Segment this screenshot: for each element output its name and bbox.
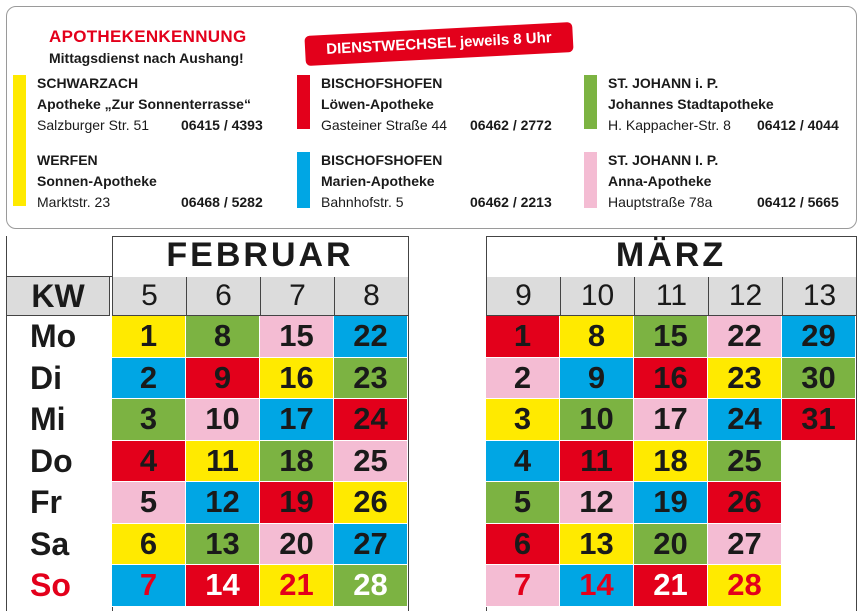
pharmacy-name: Anna-Apotheke [608, 173, 712, 189]
day-cell: 14 [186, 565, 260, 607]
day-cell: 7 [486, 565, 560, 607]
day-cell: 18 [260, 441, 334, 483]
day-cell: 1 [486, 316, 560, 358]
day-cell: 27 [708, 524, 782, 566]
day-cell: 2 [486, 358, 560, 400]
pharmacy-city: BISCHOFSHOFEN [321, 75, 443, 91]
day-cell [782, 482, 856, 524]
week-number: 12 [708, 277, 782, 316]
pharmacy-city: SCHWARZACH [37, 75, 139, 91]
day-cell: 12 [560, 482, 634, 524]
pharmacy-name: Johannes Stadtapotheke [608, 96, 774, 112]
day-cell [782, 524, 856, 566]
day-cell [782, 441, 856, 483]
day-cell: 28 [708, 565, 782, 607]
calendar-border-top [6, 276, 112, 277]
day-cell: 15 [260, 316, 334, 358]
pharmacy-name: Sonnen-Apotheke [37, 173, 157, 189]
day-cell: 2 [112, 358, 186, 400]
day-cell: 3 [112, 399, 186, 441]
day-cell: 23 [708, 358, 782, 400]
pharmacy-street: Gasteiner Straße 44 [321, 117, 448, 133]
day-cell: 5 [486, 482, 560, 524]
kw-header: KW [6, 276, 110, 316]
day-cell: 17 [634, 399, 708, 441]
day-cell [782, 565, 856, 607]
day-cell: 13 [560, 524, 634, 566]
day-cell: 6 [112, 524, 186, 566]
pharmacy-phone: 06412 / 4044 [757, 117, 839, 133]
day-cell: 31 [782, 399, 856, 441]
weekday-label: Mo [30, 318, 77, 354]
day-cell: 4 [486, 441, 560, 483]
pharmacy-city: BISCHOFSHOFEN [321, 152, 443, 168]
day-cell: 21 [260, 565, 334, 607]
day-cell: 10 [560, 399, 634, 441]
day-cell: 24 [334, 399, 408, 441]
week-number: 7 [260, 277, 334, 316]
day-cell: 23 [334, 358, 408, 400]
day-cell: 15 [634, 316, 708, 358]
pharmacy-color-bar [297, 75, 310, 129]
week-number: 11 [634, 277, 708, 316]
month-border-right [408, 236, 409, 611]
day-cell: 9 [186, 358, 260, 400]
weekday-label: Mi [30, 401, 66, 437]
pharmacy-color-bar [584, 152, 597, 208]
day-cell: 5 [112, 482, 186, 524]
weekday-label: Fr [30, 484, 62, 520]
pharmacy-phone: 06462 / 2213 [470, 194, 552, 210]
day-cell: 21 [634, 565, 708, 607]
week-number: 5 [112, 277, 186, 316]
week-number: 13 [782, 277, 856, 316]
day-cell: 7 [112, 565, 186, 607]
pharmacy-phone: 06415 / 4393 [181, 117, 263, 133]
pharmacy-street: Hauptstraße 78a [608, 194, 713, 210]
pharmacy-street: Bahnhofstr. 5 [321, 194, 404, 210]
pharmacy-city: WERFEN [37, 152, 98, 168]
month-title: MÄRZ [615, 236, 727, 274]
weekday-label: Di [30, 359, 62, 396]
legend-panel [6, 6, 857, 229]
day-cell: 3 [486, 399, 560, 441]
pharmacy-color-bar [297, 152, 310, 208]
day-cell: 18 [634, 441, 708, 483]
weekday-label: Sa [30, 525, 70, 562]
month-title: FEBRUAR [166, 236, 354, 274]
day-cell: 22 [334, 316, 408, 358]
legend-title: APOTHEKENKENNUNG [49, 27, 247, 46]
day-cell: 8 [560, 316, 634, 358]
shift-change-banner: DIENSTWECHSEL jeweils 8 Uhr [304, 22, 573, 66]
day-cell: 19 [634, 482, 708, 524]
day-cell: 22 [708, 316, 782, 358]
day-cell: 4 [112, 441, 186, 483]
week-number: 8 [334, 277, 408, 316]
day-cell: 26 [334, 482, 408, 524]
day-cell: 25 [708, 441, 782, 483]
pharmacy-city: ST. JOHANN I. P. [608, 152, 719, 168]
day-cell: 17 [260, 399, 334, 441]
day-cell: 16 [634, 358, 708, 400]
pharmacy-color-bar [13, 75, 26, 206]
pharmacy-name: Apotheke „Zur Sonnenterrasse“ [37, 96, 251, 112]
week-number: 9 [486, 277, 560, 316]
pharmacy-street: Salzburger Str. 51 [37, 117, 150, 133]
day-cell: 1 [112, 316, 186, 358]
month-border-right [856, 236, 857, 611]
pharmacy-name: Löwen-Apotheke [321, 96, 434, 112]
day-cell: 26 [708, 482, 782, 524]
weekday-label: Do [30, 442, 73, 479]
pharmacy-phone: 06468 / 5282 [181, 194, 263, 210]
day-cell: 30 [782, 358, 856, 400]
day-cell: 12 [186, 482, 260, 524]
day-cell: 29 [782, 316, 856, 358]
day-cell: 20 [260, 524, 334, 566]
day-cell: 14 [560, 565, 634, 607]
day-cell: 6 [486, 524, 560, 566]
pharmacy-street: H. Kappacher-Str. 8 [608, 117, 731, 133]
day-cell: 24 [708, 399, 782, 441]
day-cell: 13 [186, 524, 260, 566]
pharmacy-phone: 06412 / 5665 [757, 194, 839, 210]
calendar-border-left [6, 236, 7, 611]
day-cell: 9 [560, 358, 634, 400]
week-number: 6 [186, 277, 260, 316]
day-cell: 25 [334, 441, 408, 483]
pharmacy-city: ST. JOHANN i. P. [608, 75, 719, 91]
day-cell: 11 [186, 441, 260, 483]
day-cell: 11 [560, 441, 634, 483]
pharmacy-phone: 06462 / 2772 [470, 117, 552, 133]
day-cell: 20 [634, 524, 708, 566]
legend-subtitle: Mittagsdienst nach Aushang! [49, 50, 244, 66]
day-cell: 28 [334, 565, 408, 607]
week-number: 10 [560, 277, 634, 316]
pharmacy-name: Marien-Apotheke [321, 173, 435, 189]
day-cell: 19 [260, 482, 334, 524]
day-cell: 16 [260, 358, 334, 400]
pharmacy-street: Marktstr. 23 [37, 194, 111, 210]
pharmacy-color-bar [584, 75, 597, 129]
weekday-label: So [30, 567, 71, 603]
day-cell: 10 [186, 399, 260, 441]
day-cell: 27 [334, 524, 408, 566]
day-cell: 8 [186, 316, 260, 358]
